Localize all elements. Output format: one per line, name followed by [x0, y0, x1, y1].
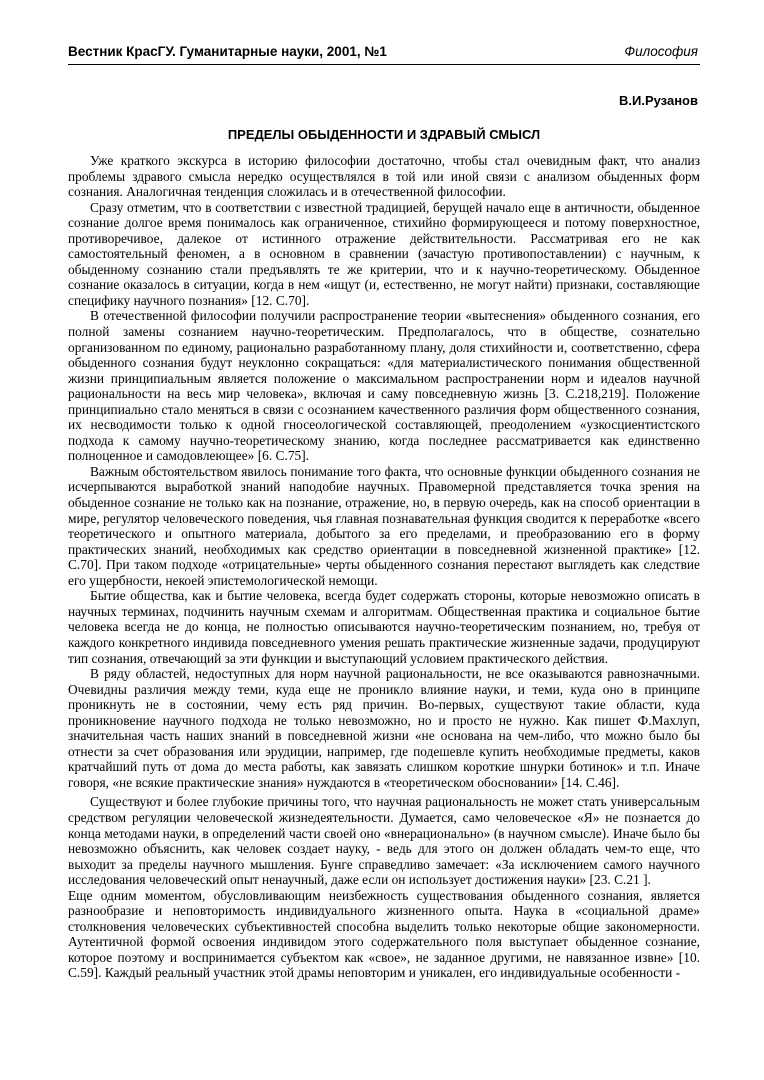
paragraph: Сразу отметим, что в соответствии с известной традицией, берущей начало еще в античности, обыденное сознание долгое время понималось как ограниченное, стихийно формирующееся и потому поверхностное, противоречивое, далекое от истинного отражение действительности. Рассматривая его не как самостоятельный феномен, а в основном в сравнении (зачастую противопоставлении) с научным, к обыденному сознанию стали предъявлять те же критерии, что и к научно-теоретическому. Обыденное сознание оказалось в ситуации, когда в нем «ищут (и, естественно, не могут найти) признаки, составляющие специфику научного познания» [12. С.70]. — [68, 199, 700, 308]
paragraph: Важным обстоятельством явилось понимание того факта, что основные функции обыденного сознания не исчерпываются выработкой знаний наподобие научных. Правомерной представляется точка зрения на обыденное сознание не только как на познание, отражение, но, в первую очередь, как на способ ориентации в мире, регулятор человеческого поведения, чья главная познавательная функция сводится к переработке «всего теоретического и опытного материала, добытого за его пределами, и преобразованию его в форму практических знаний, необходимых как средство ориентации в повседневной жизненной практике» [12. С.70]. При таком подходе «отрицательные» черты обыденного сознания перестают выглядеть как следствие его ущербности, некоей эпистемологической немощи. — [68, 463, 700, 588]
running-header — [68, 44, 698, 64]
paragraph: В отечественной философии получили распространение теории «вытеснения» обыденного сознания, его полной замены сознанием научно-теоретическим. Предполагалось, что в обществе, сознательно организованном по единому, рационально разработанному плану, доля стихийности и, соответственно, сфера обыденного сознания будут неуклонно сокращаться: «для материалистического понимания общественной жизни принципиальным является положение о максимальном распространении норм и идеалов научной рациональности на весь мир человека», включая и саму повседневную жизнь [3. С.218,219]. Положение принципиально стало меняться в связи с осознанием качественного различия форм общественного сознания, их несводимости только к одной гносеологической составляющей, преодолением «узкосциентистского подхода к самому научно-теоретическому знанию, когда последнее рассматривается как единственно полноценное и самодовлеющее» [6. С.75]. — [68, 308, 700, 464]
article-body — [68, 153, 700, 981]
section-name: Философия — [624, 44, 698, 59]
author-name: В.И.Рузанов — [619, 93, 698, 108]
paragraph: Бытие общества, как и бытие человека, всегда будет содержать стороны, которые невозможно описать в научных терминах, подчинить научным схемам и алгоритмам. Общественная практика и социальное бытие человека всегда не до конца, не полностью описываются научно-теоретическим познанием, но, требуя от каждого конкретного индивида повседневного умения решать практические жизненные задачи, продуцируют тип сознания, отвечающий за эти функции и выступающий условием практического действия. — [68, 588, 700, 666]
paragraph: Существуют и более глубокие причины того, что научная рациональность не может стать универсальным средством регуляции человеческой жизнедеятельности. Думается, само человеческое «Я» не познается до конца методами науки, в определений части своей оно «внерационально» (в научном смысле). Иначе было бы невозможно объяснить, как человек создает науку, - ведь для этого он должен обладать чем-то еще, что выходит за пределы научного мышления. Бунге справедливо замечает: «За исключением самого научного исследования человеческий опыт ненаучный, даже если он использует достижения науки» [23. С.21 ]. — [68, 794, 700, 888]
paragraph: Еще одним моментом, обусловливающим неизбежность существования обыденного сознания, является разнообразие и неповторимость индивидуального жизненного опыта. Наука в «социальной драме» столкновения человеческих субъективностей способна выделить только некоторые общие закономерности. Аутентичной формой освоения индивидом этого содержательного поля выступает обыденное сознание, которое поэтому и воспринимается субъектом как «свое», не заданное другими, не навязанное извне» [10. С.59]. Каждый реальный участник этой драмы неповторим и уникален, его индивидуальные особенности - — [68, 887, 700, 981]
journal-title: Вестник КрасГУ. Гуманитарные науки, 2001, №1 — [68, 44, 387, 59]
header-rule — [68, 64, 700, 65]
paragraph: В ряду областей, недоступных для норм научной рациональности, не все оказываются равнозначными. Очевидны различия между теми, куда еще не проникло влияние науки, и теми, куда оно в принципе проникнуть не в состоянии, чему есть ряд причин. Во-первых, существуют такие области, куда проникновение научного подхода не только невозможно, но и просто не нужно. Как пишет Ф.Махлуп, значительная часть наших знаний в повседневной жизни «не основана на чем-либо, что можно было бы отнести за счет образования или эрудиции, например, где подешевле купить необходимые предметы, каков кратчайший путь от дома до места работы, как завязать слишком короткие шнурки ботинок» и т.п. Иначе говоря, «не всякие практические знания» нуждаются в «теоретическом обосновании» [14. С.46]. — [68, 666, 700, 790]
paragraph: Уже краткого экскурса в историю философии достаточно, чтобы стал очевидным факт, что анализ проблемы здравого смысла нередко осуществлялся в той или иной связи с анализом обыденных форм сознания. Аналогичная тенденция сложилась и в отечественной философии. — [68, 153, 700, 200]
article-title: ПРЕДЕЛЫ ОБЫДЕННОСТИ И ЗДРАВЫЙ СМЫСЛ — [227, 127, 541, 142]
